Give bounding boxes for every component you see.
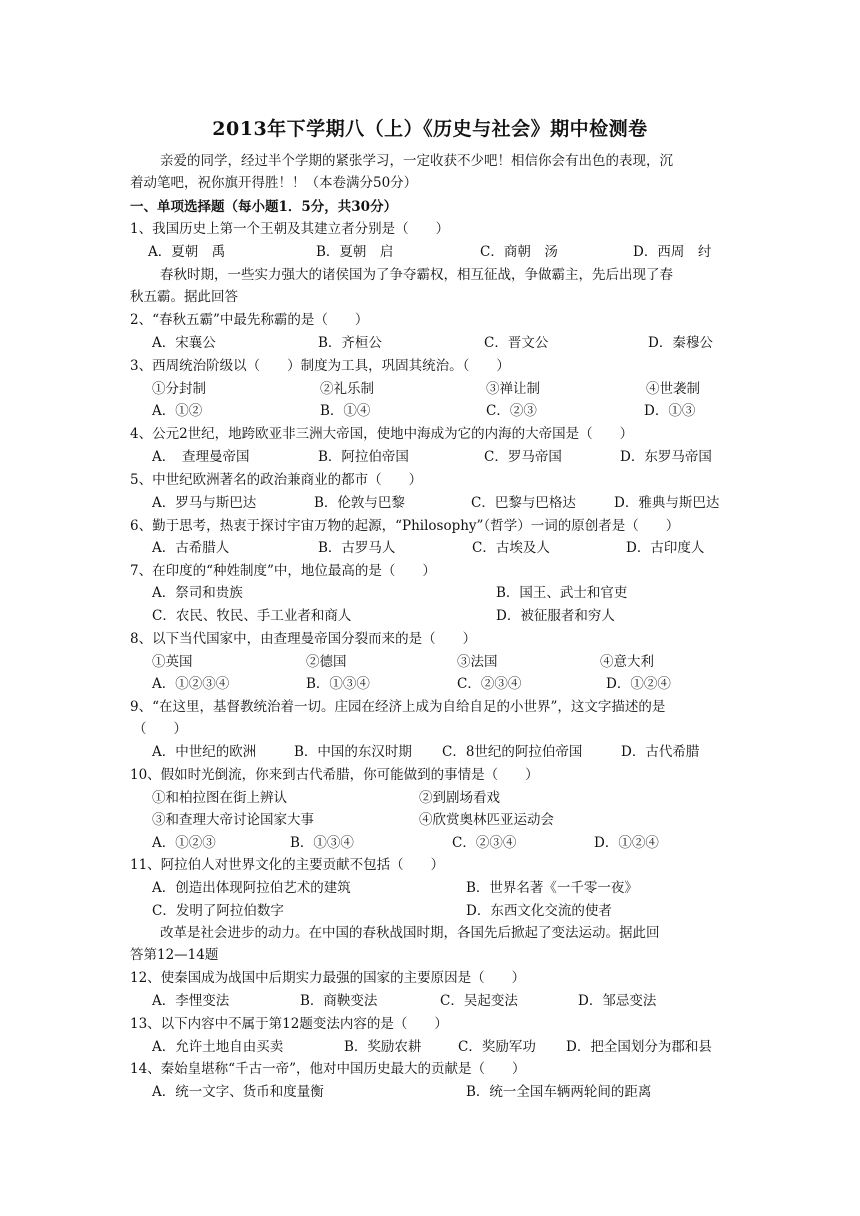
- question-13-option-b: B．奖励农耕: [344, 1039, 422, 1055]
- passage-2-line-2: 答第12—14题: [130, 947, 219, 963]
- question-7-option-c: C．农民、牧民、手工业者和商人: [152, 608, 352, 624]
- question-1-option-d: D．西周 纣: [633, 244, 712, 260]
- question-13-stem: 13、以下内容中不属于第12题变法内容的是（ ）: [130, 1016, 448, 1032]
- question-4-stem: 4、公元2世纪，地跨欧亚非三洲大帝国，使地中海成为它的内海的大帝国是（ ）: [130, 426, 634, 442]
- question-2-option-c: C．晋文公: [484, 335, 549, 351]
- question-14-option-a: A．统一文字、货币和度量衡: [152, 1084, 324, 1100]
- question-10-item-3: ③和查理大帝讨论国家大事: [152, 812, 314, 828]
- question-8-item-4: ④意大利: [600, 654, 654, 670]
- question-9-option-b: B．中国的东汉时期: [294, 744, 412, 760]
- question-12-option-a: A．李悝变法: [152, 993, 230, 1009]
- question-10-option-c: C．②③④: [452, 835, 517, 851]
- question-5-option-d: D．雅典与斯巴达: [614, 495, 720, 511]
- question-2-option-d: D．秦穆公: [648, 335, 713, 351]
- question-6-stem: 6、勤于思考，热衷于探讨宇宙万物的起源，“Philosophy”（哲学）一词的原创者是（ ）: [130, 518, 680, 534]
- question-5-stem: 5、中世纪欧洲著名的政治兼商业的都市（ ）: [130, 472, 423, 488]
- question-5-option-c: C．巴黎与巴格达: [471, 495, 576, 511]
- question-2-option-b: B．齐桓公: [318, 335, 382, 351]
- intro-line-1: 亲爱的同学，经过半个学期的紧张学习，一定收获不少吧！相信你会有出色的表现，沉: [160, 153, 673, 169]
- question-5-option-b: B．伦敦与巴黎: [314, 495, 405, 511]
- question-2-option-a: A．宋襄公: [152, 335, 216, 351]
- question-12-stem: 12、使秦国成为战国中后期实力最强的国家的主要原因是（ ）: [130, 970, 526, 986]
- question-9-stem-line-2: （ ）: [133, 721, 187, 737]
- question-14-stem: 14、秦始皇堪称“千古一帝”，他对中国历史最大的贡献是（ ）: [130, 1061, 526, 1077]
- question-12-option-d: D．邹忌变法: [578, 993, 657, 1009]
- question-1-option-a: A．夏朝 禹: [148, 244, 226, 260]
- question-8-item-2: ②德国: [306, 654, 347, 670]
- question-1-option-c: C．商朝 汤: [480, 244, 558, 260]
- question-10-option-d: D．①②④: [594, 835, 659, 851]
- question-1-option-b: B．夏朝 启: [316, 244, 394, 260]
- question-2-stem: 2、“春秋五霸”中最先称霸的是（ ）: [130, 312, 369, 328]
- question-7-option-a: A．祭司和贵族: [152, 585, 243, 601]
- question-9-option-d: D．古代希腊: [621, 744, 700, 760]
- question-3-option-a: A．①②: [152, 403, 203, 419]
- question-13-option-c: C．奖励军功: [458, 1039, 536, 1055]
- question-9-option-a: A．中世纪的欧洲: [152, 744, 257, 760]
- question-3-option-d: D．①③: [644, 403, 696, 419]
- question-10-stem: 10、假如时光倒流，你来到古代希腊，你可能做到的事情是（ ）: [130, 767, 539, 783]
- question-6-option-c: C．古埃及人: [472, 540, 550, 556]
- question-4-option-b: B．阿拉伯帝国: [318, 449, 409, 465]
- question-9-option-c: C．8世纪的阿拉伯帝国: [442, 744, 583, 760]
- question-3-item-3: ③禅让制: [486, 381, 540, 397]
- question-5-option-a: A．罗马与斯巴达: [152, 495, 257, 511]
- question-7-option-b: B．国王、武士和官吏: [496, 585, 628, 601]
- passage-1-line-1: 春秋时期，一些实力强大的诸侯国为了争夺霸权，相互征战，争做霸主，先后出现了春: [160, 267, 673, 283]
- question-6-option-a: A．古希腊人: [152, 540, 230, 556]
- question-11-option-c: C．发明了阿拉伯数字: [152, 903, 284, 919]
- question-10-item-1: ①和柏拉图在街上辨认: [152, 790, 287, 806]
- question-8-stem: 8、以下当代国家中，由查理曼帝国分裂而来的是（ ）: [130, 631, 477, 647]
- page-title: 2013年下学期八（上）《历史与社会》期中检测卷: [212, 118, 648, 140]
- question-4-option-d: D．东罗马帝国: [620, 449, 712, 465]
- question-10-option-b: B．①③④: [290, 835, 354, 851]
- question-7-stem: 7、在印度的“种姓制度”中，地位最高的是（ ）: [130, 563, 436, 579]
- question-11-option-a: A．创造出体现阿拉伯艺术的建筑: [152, 880, 351, 896]
- question-12-option-c: C．吴起变法: [440, 993, 518, 1009]
- question-8-option-a: A．①②③④: [152, 676, 230, 692]
- question-4-option-a: A． 查理曼帝国: [152, 449, 250, 465]
- question-8-item-3: ③法国: [457, 654, 498, 670]
- question-4-option-c: C．罗马帝国: [484, 449, 562, 465]
- question-3-stem: 3、西周统治阶级以（ ）制度为工具，巩固其统治。（ ）: [130, 358, 510, 374]
- question-14-option-b: B．统一全国车辆两轮间的距离: [466, 1084, 652, 1100]
- question-6-option-d: D．古印度人: [626, 540, 705, 556]
- section-heading: 一、单项选择题（每小题1．5分，共30分）: [130, 199, 398, 215]
- question-11-option-d: D．东西文化交流的使者: [466, 903, 612, 919]
- question-3-option-b: B．①④: [320, 403, 371, 419]
- question-8-option-c: C．②③④: [457, 676, 522, 692]
- question-8-option-d: D．①②④: [606, 676, 671, 692]
- question-10-item-4: ④欣赏奥林匹亚运动会: [419, 812, 554, 828]
- question-7-option-d: D．被征服者和穷人: [496, 608, 615, 624]
- question-3-item-4: ④世袭制: [646, 381, 700, 397]
- question-13-option-a: A．允许土地自由买卖: [152, 1039, 284, 1055]
- question-11-option-b: B．世界名著《一千零一夜》: [466, 880, 638, 896]
- question-10-item-2: ②到剧场看戏: [419, 790, 500, 806]
- question-3-item-1: ①分封制: [152, 381, 206, 397]
- question-9-stem-line-1: 9、“在这里，基督教统治着一切。庄园在经济上成为自给自足的小世界”，这文字描述的是: [130, 699, 666, 715]
- question-11-stem: 11、阿拉伯人对世界文化的主要贡献不包括（ ）: [130, 857, 445, 873]
- question-3-item-2: ②礼乐制: [320, 381, 374, 397]
- intro-line-2: 着动笔吧，祝你旗开得胜！！（本卷满分50分）: [130, 175, 418, 191]
- question-3-option-c: C．②③: [486, 403, 537, 419]
- passage-1-line-2: 秋五霸。据此回答: [130, 289, 238, 305]
- passage-2-line-1: 改革是社会进步的动力。在中国的春秋战国时期，各国先后掀起了变法运动。据此回: [160, 925, 660, 941]
- question-8-item-1: ①英国: [152, 654, 193, 670]
- question-12-option-b: B．商鞅变法: [300, 993, 378, 1009]
- question-6-option-b: B．古罗马人: [318, 540, 396, 556]
- question-1-stem: 1、我国历史上第一个王朝及其建立者分别是（ ）: [130, 221, 450, 237]
- question-13-option-d: D．把全国划分为郡和县: [566, 1039, 712, 1055]
- question-10-option-a: A．①②③: [152, 835, 216, 851]
- question-8-option-b: B．①③④: [306, 676, 370, 692]
